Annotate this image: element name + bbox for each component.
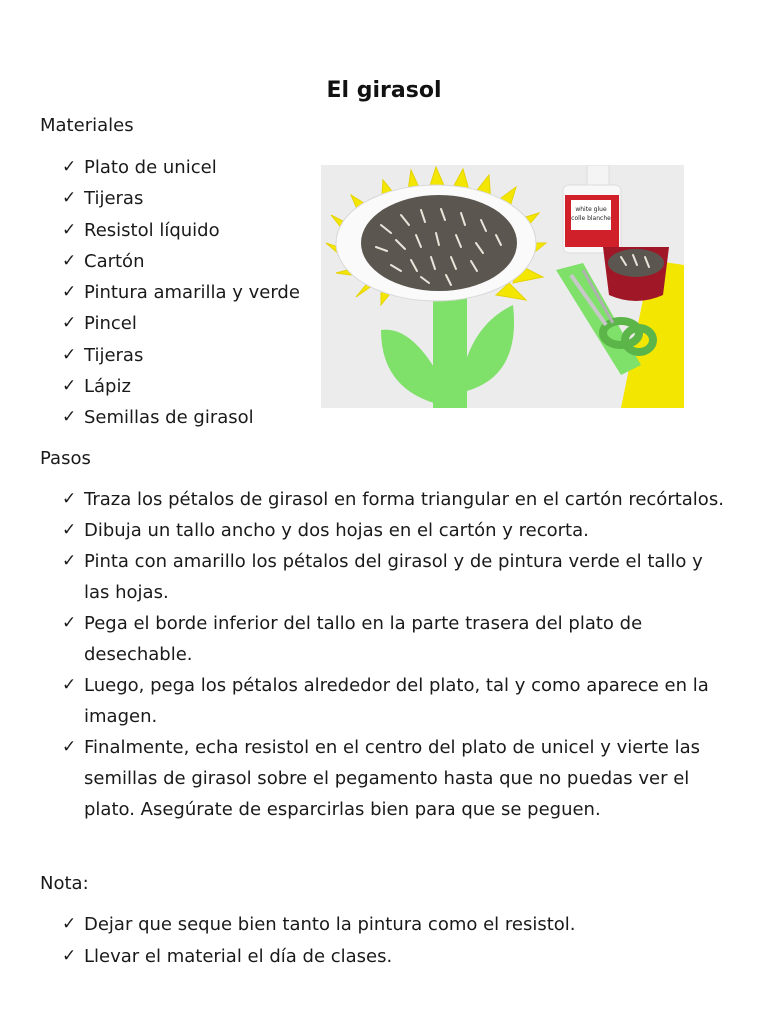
material-item (62, 246, 300, 277)
material-item (62, 371, 300, 402)
check-icon: ✓ (62, 551, 77, 571)
sunflower-craft-photo (321, 165, 684, 408)
step-item (62, 670, 732, 732)
step-item-text: Traza los pétalos de girasol en forma triangular en el cartón recórtalos. (84, 489, 724, 510)
step-item (62, 515, 732, 546)
check-icon: ✓ (62, 282, 77, 303)
material-item (62, 340, 300, 371)
check-icon: ✓ (62, 914, 77, 934)
steps-heading: Pasos (40, 448, 91, 469)
check-icon: ✓ (62, 520, 77, 540)
material-item-text: Tijeras (84, 344, 144, 366)
material-item-text: Pincel (84, 313, 137, 335)
step-item (62, 608, 732, 670)
check-icon: ✓ (62, 489, 77, 509)
step-item-text: Luego, pega los pétalos alrededor del plato, tal y como aparece en la imagen. (84, 675, 709, 727)
page-title: El girasol (326, 78, 442, 103)
note-item-text: Llevar el material el día de clases. (84, 945, 393, 967)
note-item (62, 941, 576, 973)
material-item-text: Semillas de girasol (84, 407, 254, 429)
check-icon: ✓ (62, 613, 77, 633)
material-item-text: Resistol líquido (84, 219, 220, 241)
notes-heading: Nota: (40, 873, 89, 894)
check-icon: ✓ (62, 219, 77, 240)
material-item-text: Lápiz (84, 376, 131, 398)
material-item-text: Tijeras (84, 188, 144, 210)
materials-heading: Materiales (40, 115, 134, 136)
material-item (62, 277, 300, 308)
check-icon: ✓ (62, 675, 77, 695)
material-item (62, 215, 300, 246)
check-icon: ✓ (62, 376, 77, 397)
check-icon: ✓ (62, 407, 77, 428)
check-icon: ✓ (62, 188, 77, 209)
note-item (62, 909, 576, 941)
material-item (62, 183, 300, 214)
glue-label-line1: white glue (575, 206, 607, 213)
material-item-text: Plato de unicel (84, 157, 217, 178)
note-item-text: Dejar que seque bien tanto la pintura como el resistol. (84, 914, 576, 935)
step-item-text: Finalmente, echa resistol en el centro del plato de unicel y vierte las semillas de girasol sobre el pegamento hasta que no puedas ver el plato. Asegúrate de esparcirlas bien para que se peguen. (84, 737, 700, 820)
check-icon: ✓ (62, 313, 77, 334)
material-item (62, 308, 300, 339)
notes-list (62, 909, 576, 972)
step-item-text: Pega el borde inferior del tallo en la parte trasera del plato de desechable. (84, 613, 643, 665)
material-item (62, 402, 300, 433)
materials-list (62, 152, 300, 434)
material-item-text: Cartón (84, 250, 145, 272)
step-item (62, 484, 732, 515)
glue-bottle-cap (587, 165, 609, 187)
check-icon: ✓ (62, 945, 77, 966)
steps-list (62, 484, 732, 825)
step-item-text: Pinta con amarillo los pétalos del girasol y de pintura verde el tallo y las hojas. (84, 551, 703, 603)
glue-label-line2: colle blanche (571, 215, 611, 222)
material-item-text: Pintura amarilla y verde (84, 282, 300, 304)
step-item (62, 732, 732, 825)
check-icon: ✓ (62, 250, 77, 271)
material-item (62, 152, 300, 183)
step-item (62, 546, 732, 608)
check-icon: ✓ (62, 344, 77, 365)
check-icon: ✓ (62, 157, 77, 177)
check-icon: ✓ (62, 737, 77, 757)
step-item-text: Dibuja un tallo ancho y dos hojas en el cartón y recorta. (84, 520, 589, 541)
